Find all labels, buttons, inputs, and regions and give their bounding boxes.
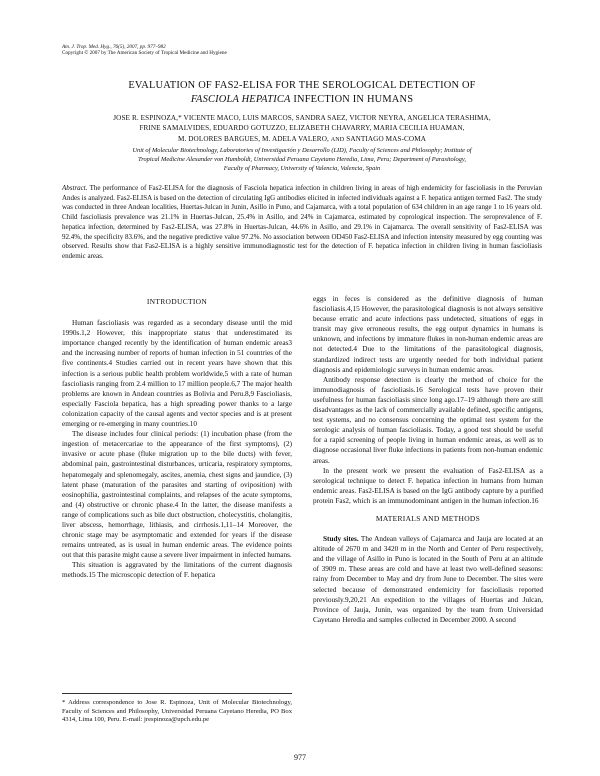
journal-citation: Am. J. Trop. Med. Hyg., 76(5), 2007, pp. 977–982 <box>62 44 166 50</box>
study-sites-runin: Study sites. <box>323 535 359 544</box>
article-title <box>62 79 542 106</box>
affiliation <box>70 146 534 174</box>
affiliation-line-1: Unit of Molecular Biotechnology, Laboratories of Investigación y Desarrollo (LID), Faculty of Sciences and Philosophy; Institute of <box>132 147 472 154</box>
journal-copyright: Copyright © 2007 by The American Society of Tropical Medicine and Hygiene <box>62 50 227 57</box>
journal-header <box>62 44 227 57</box>
title-line-2-rest: INFECTION IN HUMANS <box>290 93 414 105</box>
correspondence-footnote: * Address correspondence to Jose R. Espinoza, Unit of Molecular Biotechnology, Faculty of Sciences and Philosophy, Universidad Peruana Cayetano Heredia, PO Box 4314, Lima 100, Peru. E-mail: jrespinoza@upch.edu.pe <box>62 699 292 724</box>
authors-line-3a: M. DOLORES BARGUES, M. ADELA VALERO, <box>177 134 331 143</box>
abstract <box>62 184 542 262</box>
intro-paragraph-1: Human fascioliasis was regarded as a secondary disease until the mid 1990s.1,2 However, this inappropriate status that underestimated its importance changed recently by the identification of human endemic areas3 and the increasing number of reports of human infection in 51 countries of the five continents.4 Studies carried out in recent years have shown that this infection is a serious public health problem worldwide,5 with a rate of human fascioliasis ranging from 2.4 million to 17 million people.6,7 The major health problems are known in Andean countries as Bolivia and Peru.8,9 Fascioliasis, especially Fasciola hepatica, has a high spreading power thanks to a large colonization capacity of the causal agents and vector species and is at present emerging or re-emerging in many countries.10 <box>62 319 292 429</box>
right-column <box>313 294 543 625</box>
intro-paragraph-3: This situation is aggravated by the limitations of the current diagnosis methods.15 The microscopic detection of F. hepatica <box>62 561 292 580</box>
title-line-1: EVALUATION OF FAS2-ELISA FOR THE SEROLOGICAL DETECTION OF <box>128 80 476 91</box>
right-paragraph-1: eggs in feces is considered as the definitive diagnosis of human fascioliasis.4,15 However, the parasitological diagnosis is not always sensitive because erratic and acute infections pass undetected, situations of eggs in transit may give erroneous results, the egg output dynamics in humans is unknown, and infections by immature flukes in non-human endemic areas are not detected.4 Due to the limitations of the parasitological diagnosis, standardized indirect tests are urgently needed for both individual patient diagnosis and epidemiologic surveys in human endemic areas. <box>313 295 543 374</box>
right-paragraph-2: Antibody response detection is clearly the method of choice for the immunodiagnosis of fascioliasis.16 Serological tests have proven their usefulness for human fascioliasis since long ago.17–19 although there are still disadvantages as the lack of commercially available defined, specific antigens, test systems, and no consensus concerning the optimal test system for the serologic analysis of human fascioliasis. Today, a good test should be useful for a rapid screening of people living in human endemic areas, as well as to diagnose occasional liver fluke infections in patients from non-human endemic areas. <box>313 375 543 465</box>
authors-line-3b: SANTIAGO MAS-COMA <box>344 134 426 143</box>
page-number: 977 <box>294 753 306 762</box>
title-line-2 <box>62 93 542 107</box>
authors-line-1: JOSE R. ESPINOZA,* VICENTE MACO, LUIS MARCOS, SANDRA SAEZ, VICTOR NEYRA, ANGELICA TERASHIMA, <box>113 114 491 122</box>
affiliation-line-3: Faculty of Pharmacy, University of Valencia, Valencia, Spain <box>223 165 381 173</box>
authors-line-2: FRINE SAMALVIDES, EDUARDO GOTUZZO, ELIZABETH CHAVARRY, MARIA CECILIA HUAMAN, <box>139 124 465 133</box>
right-paragraph-3: In the present work we present the evaluation of Fas2-ELISA as a serological technique to detect F. hepatica infection in humans from human endemic areas. Fas2-ELISA is based on the IgG antibody capture by a purified protein Fas2, which is an immunodominant antigen in the human infection.16 <box>313 466 543 505</box>
authors-line-3 <box>66 134 538 145</box>
abstract-label: Abstract. <box>62 184 88 192</box>
methods-heading: MATERIALS AND METHODS <box>375 513 481 523</box>
introduction-heading: INTRODUCTION <box>146 297 208 306</box>
author-list <box>66 113 538 145</box>
left-column <box>62 294 292 581</box>
affiliation-line-2: Tropical Medicine Alexander von Humboldt, Universidad Peruana Cayetano Heredia, Lima, Peru; Department of Parasitology, <box>138 156 466 164</box>
study-sites-paragraph <box>313 534 543 625</box>
title-species: FASCIOLA HEPATICA <box>190 93 291 105</box>
study-sites-text: The Andean valleys of Cajamarca and Jauja are located at an altitude of 2670 m and 3420 m in the North and Center of Peru respectively, and the village of Asillo in Puno is located in the South of Peru at an altitude of 3909 m. These areas are cold and have at least two well-defined seasons: rainy from December to May and dry from June to December. The sites were selected because of demonstrated endemicity for fascioliasis reported previously.9,20,21 An expedition to the villages of Huertas and Julcan, Province of Jauja, Junin, was organized by the team from Universidad Cayetano Heredia and samples collected in December 2000. A second <box>313 535 543 624</box>
footnote-rule <box>62 693 292 694</box>
authors-and: AND <box>330 136 345 143</box>
abstract-text: The performance of Fas2-ELISA for the diagnosis of Fasciola hepatica infection in children living in areas of high endemicity for fascioliasis in the Peruvian Andes is analyzed. Fas2-ELISA is based on the detection of circulating IgG antibodies elicited in infected individuals against a F. hepatica antigen termed Fas2. The study was conducted in three Andean localities, Huertas-Julcan in Junin, Asillo in Puno, and Cajamarca, with a total population of 634 children in an age range 1 to 16 years old. Child fascioliasis prevalence was 21.1% in Huertas-Julcan, 25.4% in Asillo, and 24% in Cajamarca, estimated by coprological inspection. The seroprevalence of F. hepatica infection, determined by Fas2-ELISA, was 27.8% in Huertas-Julcan, 44.6% in Asillo, and 29.1% in Cajamarca. The overall sensitivity of Fas2-ELISA was 92.4%, the specificity 83.6%, and the negative predictive value 97.2%. No association between OD450 Fas2-ELISA and infection intensity measured by egg counting was observed. Results show that Fas2-ELISA is a highly sensitive immunodiagnostic test for the detection of F. hepatica infection in children living in human fascioliasis endemic areas. <box>62 184 542 260</box>
intro-paragraph-2: The disease includes four clinical periods: (1) incubation phase (from the ingestion of metacercariae to the appearance of the first symptoms), (2) invasive or acute phase (fluke migration up to the bile ducts) with fever, abdominal pain, gastrointestinal disturbances, urticaria, respiratory symptoms, hepatomegaly and splenomegaly, ascites, anemia, chest signs and jaundice, (3) latent phase (maturation of the parasites and starting of oviposition) with eosinophilia, gastrointestinal complaints, and relapses of the acute symptoms, and (4) obstructive or chronic phase.4 In the latter, the disease manifests a range of complications such as bile duct obstruction, cholecystitis, cholangitis, liver abscess, hemorrhage, lithiasis, and cirrhosis.1,11–14 Moreover, the chronic stage may be asymptomatic and extended for years if the disease remains untreated, as is usual in human endemic areas. The evidence points out that this parasite might cause a severe liver impairment in infected humans. <box>62 430 292 560</box>
